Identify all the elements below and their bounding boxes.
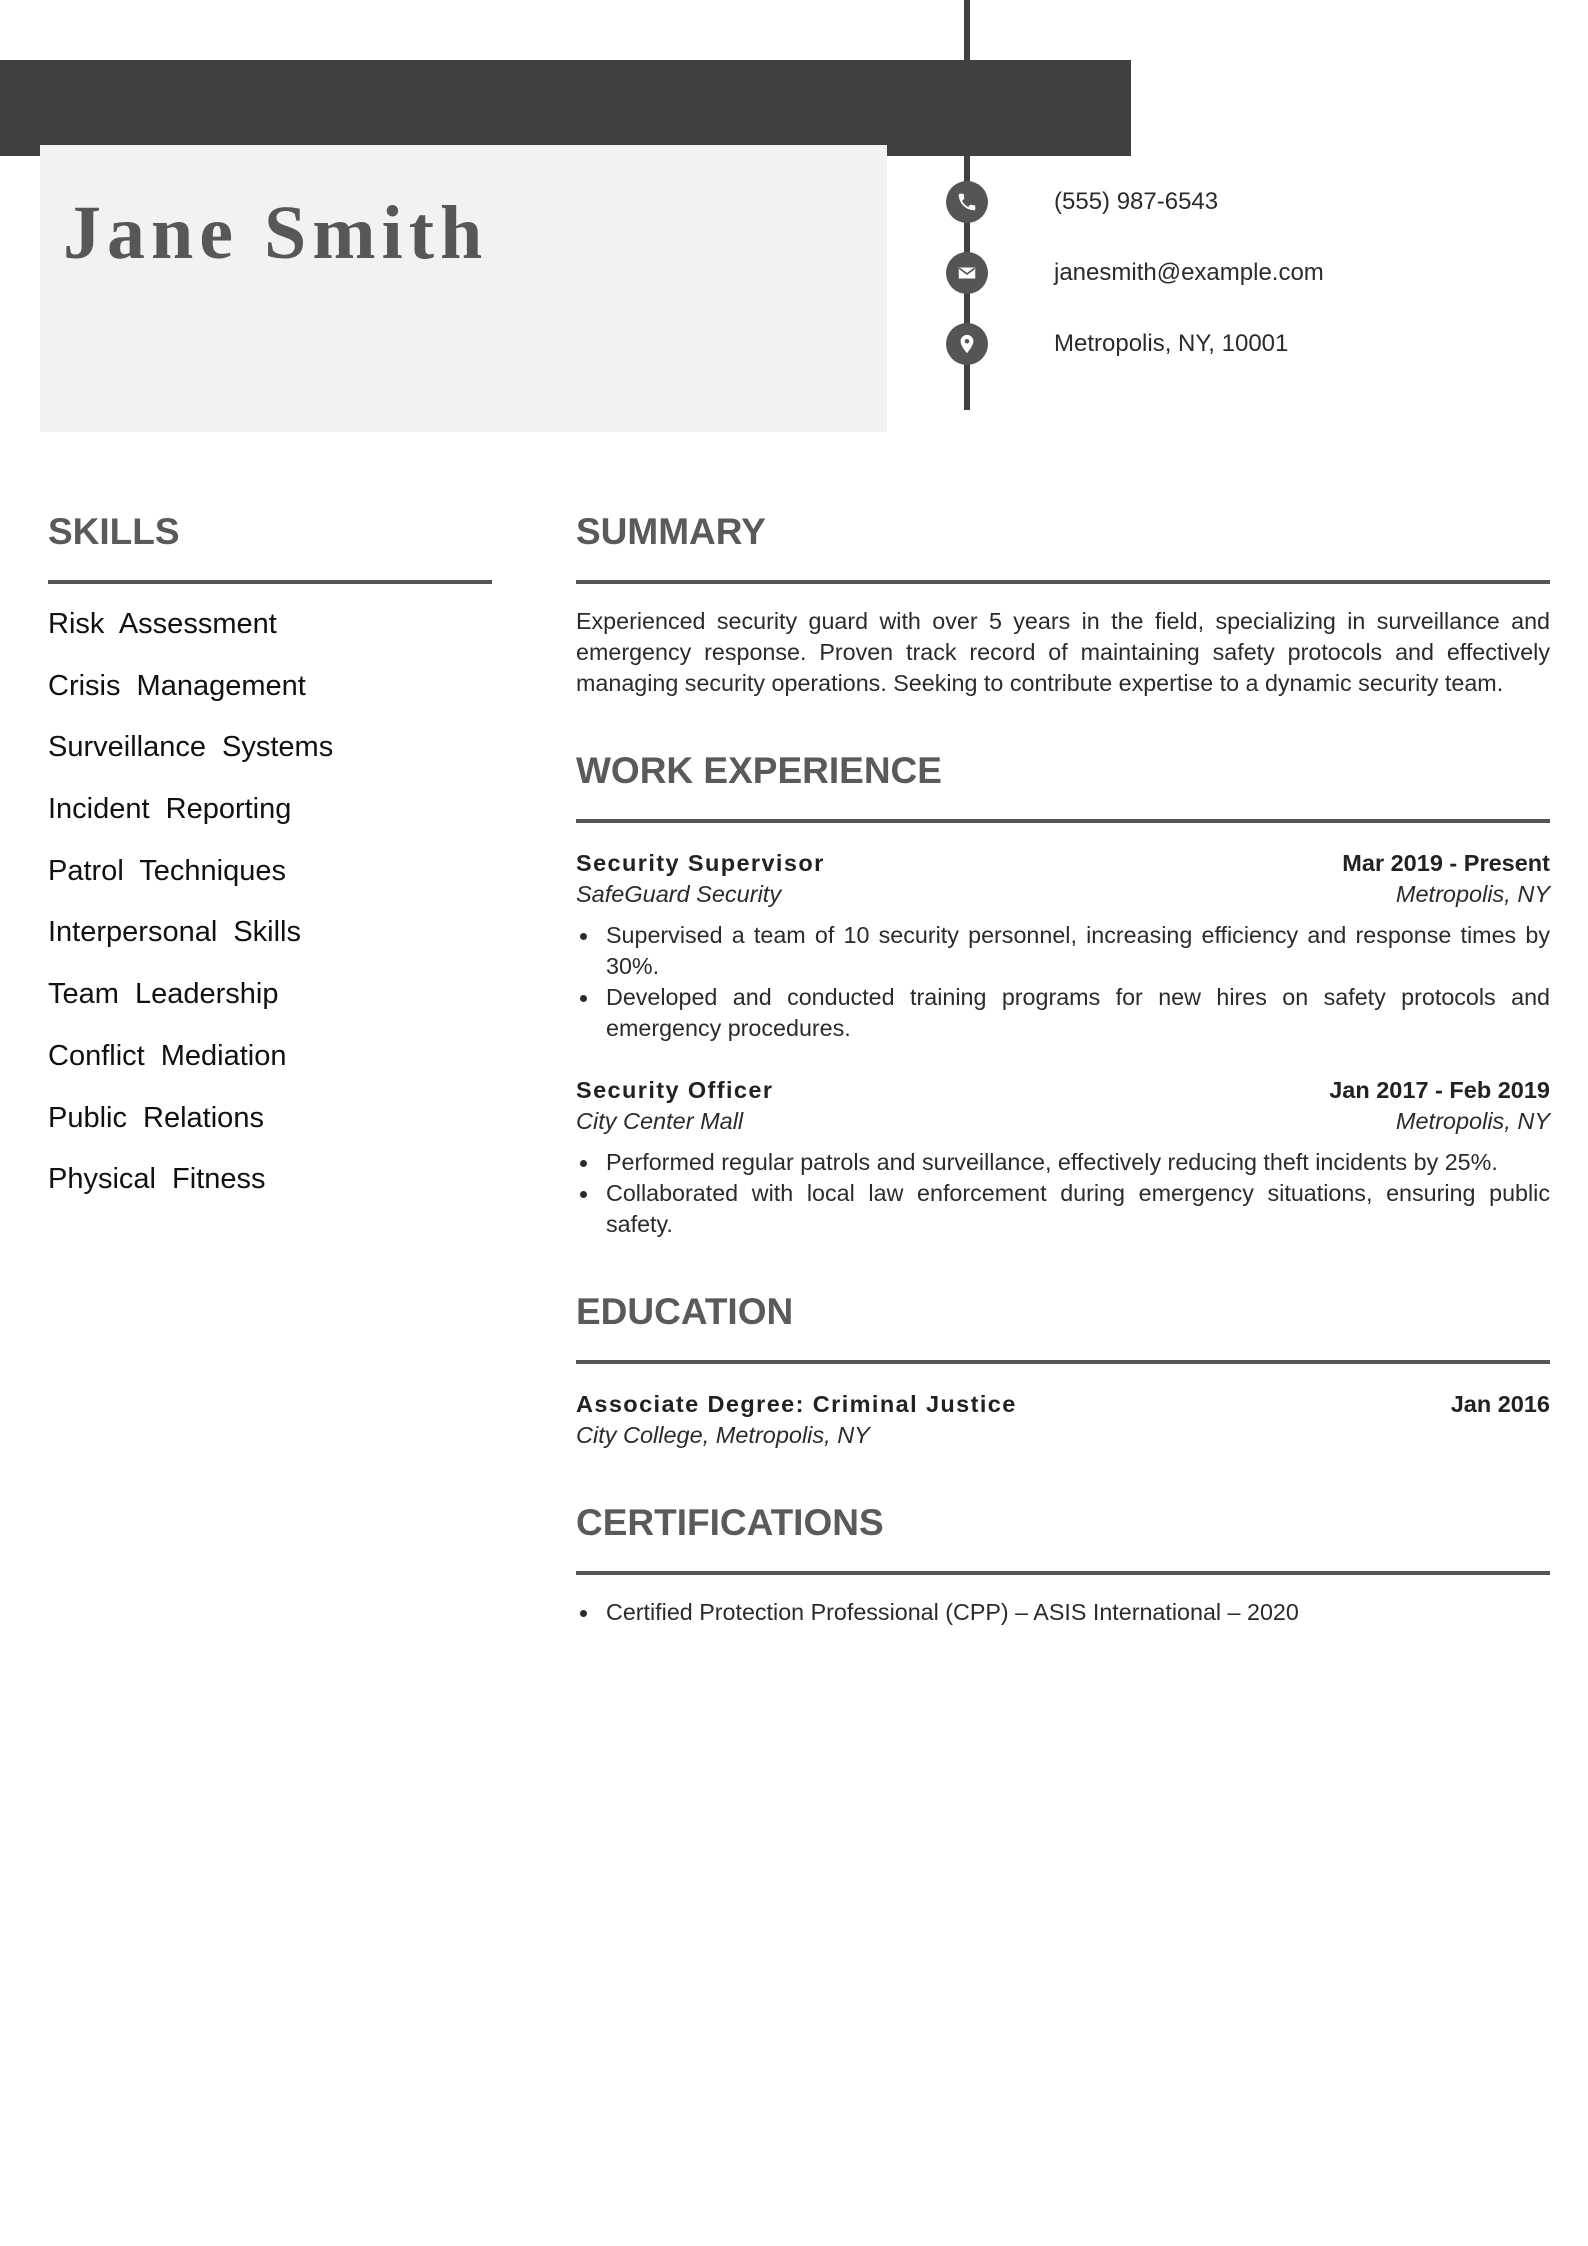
job-company: SafeGuard Security <box>576 881 782 907</box>
main-content <box>576 510 1550 1678</box>
job-dates: Jan 2017 - Feb 2019 <box>1329 1077 1550 1103</box>
certification-item: Certified Protection Professional (CPP) – ASIS International – 2020 <box>576 1597 1550 1628</box>
experience-section <box>576 749 1550 1240</box>
job-company: City Center Mall <box>576 1108 744 1134</box>
experience-divider <box>576 819 1550 823</box>
job-bullets <box>576 1147 1550 1240</box>
experience-heading: WORK EXPERIENCE <box>576 750 942 791</box>
skill-item: Incident Reporting <box>48 793 292 826</box>
skill-item: Interpersonal Skills <box>48 916 301 949</box>
education-entry <box>576 1388 1550 1451</box>
location-address: Metropolis, NY, 10001 <box>1054 330 1289 357</box>
skill-item: Public Relations <box>48 1101 264 1134</box>
job-location: Metropolis, NY <box>1395 881 1550 907</box>
job-bullet: Collaborated with local law enforcement during emergency situations, ensuring public safety. <box>576 1178 1550 1240</box>
contact-phone <box>946 181 1218 223</box>
job-bullet: Performed regular patrols and surveillance, effectively reducing theft incidents by 25%. <box>576 1147 1550 1178</box>
summary-divider <box>576 580 1550 584</box>
skills-list <box>48 604 492 1199</box>
skills-heading: SKILLS <box>48 511 180 552</box>
job-dates: Mar 2019 - Present <box>1342 850 1550 876</box>
job-title: Security Supervisor <box>576 850 825 876</box>
email-address: janesmith@example.com <box>1054 259 1324 286</box>
job-location: Metropolis, NY <box>1395 1108 1550 1134</box>
skill-item: Team Leadership <box>48 978 279 1011</box>
certifications-section <box>576 1501 1550 1628</box>
education-heading: EDUCATION <box>576 1291 794 1332</box>
header-bar <box>0 60 1131 156</box>
envelope-icon <box>946 252 988 294</box>
school-name: City College, Metropolis, NY <box>576 1422 870 1448</box>
skill-item: Risk Assessment <box>48 608 277 640</box>
job-title: Security Officer <box>576 1077 774 1103</box>
summary-heading: SUMMARY <box>576 511 766 552</box>
name-box <box>40 145 887 432</box>
skill-item: Physical Fitness <box>48 1163 266 1196</box>
job-bullet: Supervised a team of 10 security personnel, increasing efficiency and response times by 30%. <box>576 920 1550 982</box>
job-bullets <box>576 920 1550 1044</box>
job-entry <box>576 1074 1550 1240</box>
job-bullet: Developed and conducted training programs for new hires on safety protocols and emergency procedures. <box>576 982 1550 1044</box>
education-section <box>576 1290 1550 1451</box>
contact-location <box>946 323 1288 365</box>
skill-item: Conflict Mediation <box>48 1039 287 1072</box>
skill-item: Crisis Management <box>48 669 306 702</box>
certifications-heading: CERTIFICATIONS <box>576 1502 884 1543</box>
certifications-divider <box>576 1571 1550 1575</box>
map-pin-icon <box>946 323 988 365</box>
skill-item: Surveillance Systems <box>48 731 334 764</box>
certifications-list <box>576 1597 1550 1628</box>
contact-email <box>946 252 1324 294</box>
education-divider <box>576 1360 1550 1364</box>
degree-date: Jan 2016 <box>1450 1391 1550 1417</box>
job-entry <box>576 847 1550 1044</box>
summary-section <box>576 510 1550 699</box>
degree-title: Associate Degree: Criminal Justice <box>576 1391 1017 1417</box>
skills-section <box>48 510 492 1221</box>
phone-number: (555) 987-6543 <box>1054 188 1219 215</box>
phone-icon <box>946 181 988 223</box>
candidate-name: Jane Smith <box>63 191 489 275</box>
summary-text: Experienced security guard with over 5 years in the field, specializing in surveillance and emergency response. Proven track record of maintaining safety protocols and effectively managing security operations. Seeking to contribute expertise to a dynamic security team. <box>576 608 1550 696</box>
skill-item: Patrol Techniques <box>48 854 287 887</box>
skills-divider <box>48 580 492 584</box>
